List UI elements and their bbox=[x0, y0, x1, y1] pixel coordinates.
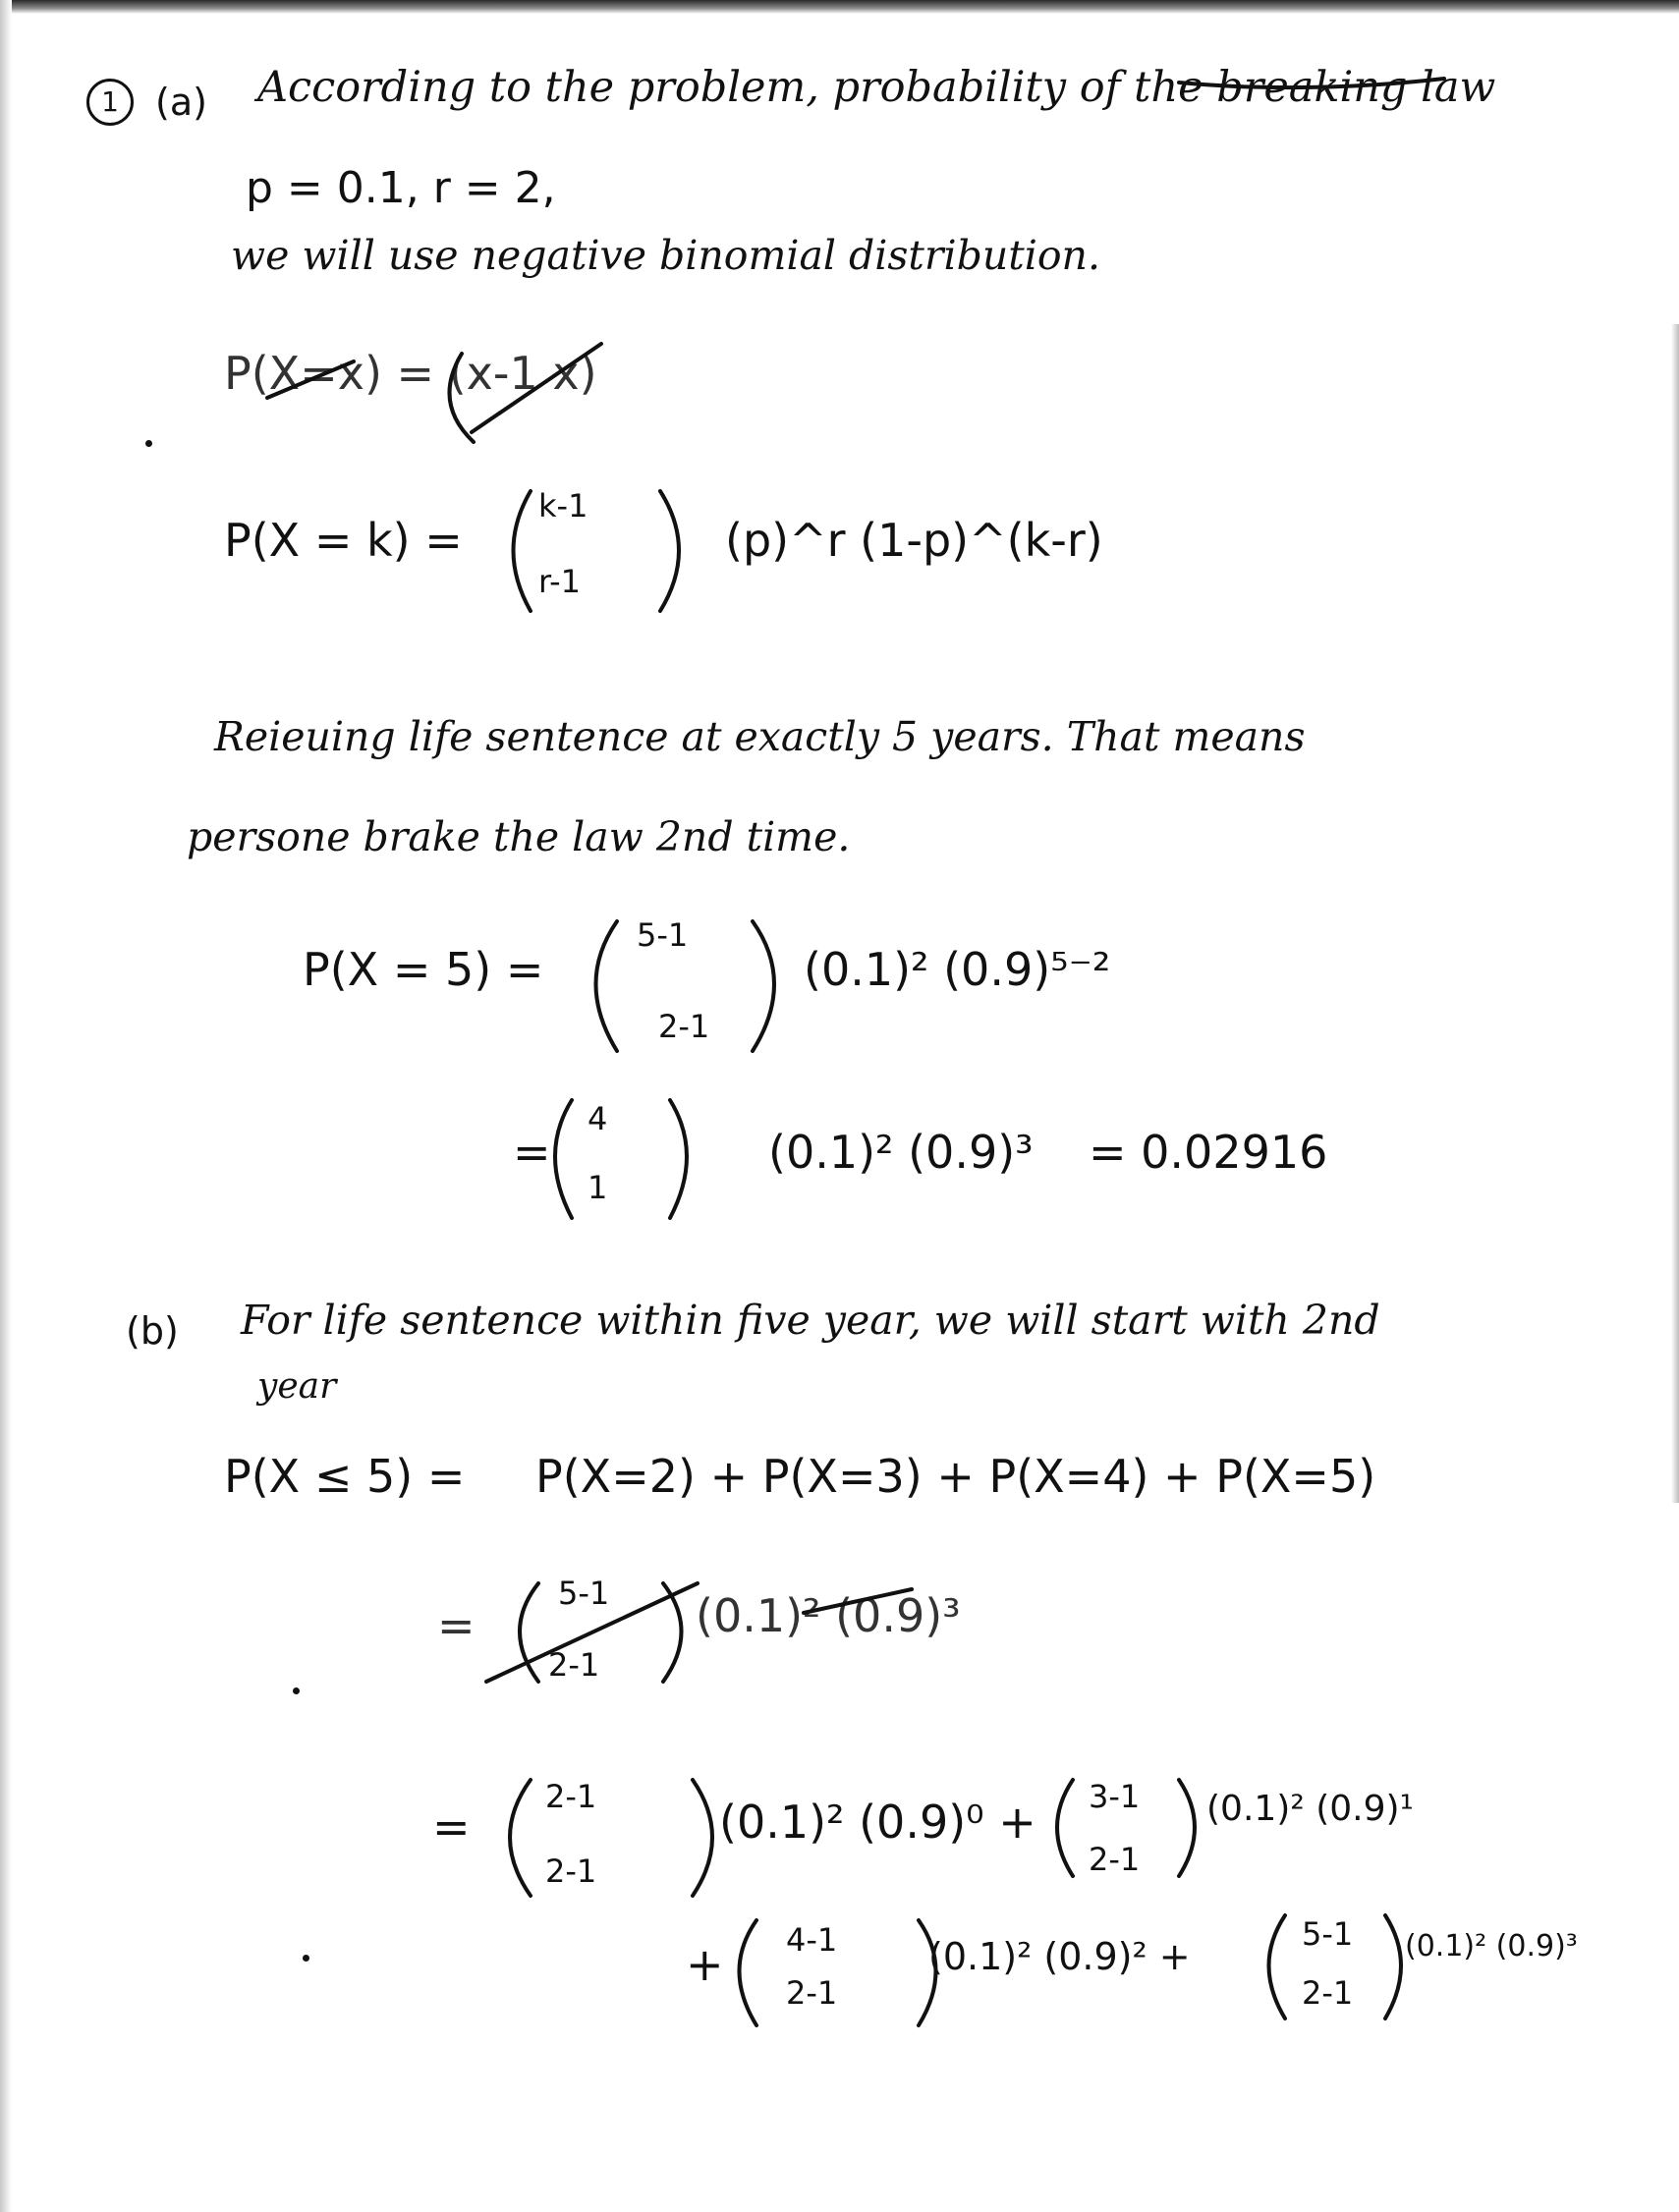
eq2-rest: (0.1)² (0.9)³ bbox=[768, 1126, 1034, 1179]
part-b-line1-cont: year bbox=[257, 1366, 337, 1407]
paren-stroke bbox=[596, 921, 618, 1051]
crossed-formula: P(X=x) = (x-1 x) bbox=[224, 347, 597, 400]
strike-stroke bbox=[267, 361, 354, 398]
paren-stroke bbox=[1179, 1780, 1195, 1876]
paren-stroke bbox=[510, 1780, 531, 1896]
paren-stroke bbox=[753, 921, 774, 1051]
eq1-rest: (0.1)² (0.9)⁵⁻² bbox=[804, 943, 1111, 996]
paren-stroke bbox=[670, 1100, 687, 1218]
paren-stroke bbox=[1385, 1915, 1401, 2018]
question-number: 1 bbox=[86, 79, 134, 126]
underline-stroke bbox=[1179, 79, 1444, 87]
paren-stroke bbox=[1269, 1915, 1286, 2018]
eq2-binom-top: 4 bbox=[588, 1100, 608, 1137]
term4-top: 5-1 bbox=[1302, 1915, 1354, 1953]
paren-stroke bbox=[919, 1920, 936, 2025]
pmf-rest: (p)^r (1-p)^(k-r) bbox=[725, 514, 1103, 567]
term4-bottom: 2-1 bbox=[1302, 1974, 1354, 2012]
term3-bottom: 2-1 bbox=[786, 1974, 838, 2012]
explanation-line2: persone brake the law 2nd time. bbox=[187, 813, 851, 860]
term1-rest: (0.1)² (0.9)⁰ + bbox=[719, 1796, 1036, 1849]
term3-top: 4-1 bbox=[786, 1921, 838, 1959]
strike-stroke bbox=[472, 344, 601, 432]
paren-stroke bbox=[450, 354, 475, 442]
paren-stroke bbox=[514, 491, 532, 611]
paren-stroke bbox=[740, 1920, 757, 2025]
term2-top: 3-1 bbox=[1089, 1778, 1141, 1815]
pmf-binom-top: k-1 bbox=[538, 487, 588, 525]
eq1-binom-top: 5-1 bbox=[637, 916, 689, 954]
part-b-label: (b) bbox=[126, 1309, 179, 1353]
paren-stroke bbox=[555, 1100, 572, 1218]
part-a-label: (a) bbox=[155, 81, 207, 124]
pmf-binom-bottom: r-1 bbox=[538, 563, 582, 600]
term4-rest: (0.1)² (0.9)³ bbox=[1405, 1929, 1578, 1963]
eq2-equals: = bbox=[513, 1126, 551, 1179]
part-a-line1: According to the problem, probability of the breaking law bbox=[257, 63, 1496, 112]
part-a-params: p = 0.1, r = 2, bbox=[246, 163, 556, 213]
eq2-binom-bottom: 1 bbox=[588, 1169, 608, 1206]
term1-bottom: 2-1 bbox=[545, 1853, 597, 1890]
term2-rest: (0.1)² (0.9)¹ bbox=[1206, 1789, 1414, 1829]
term2-bottom: 2-1 bbox=[1089, 1841, 1141, 1878]
strike-stroke bbox=[804, 1589, 912, 1613]
eq1-lhs: P(X = 5) = bbox=[303, 943, 544, 996]
part-b-line1: For life sentence within five year, we will start with 2nd bbox=[241, 1297, 1380, 1344]
paren-stroke bbox=[1057, 1780, 1073, 1876]
crossed-binom-bottom: 2-1 bbox=[548, 1646, 600, 1684]
crossed-rest: (0.1)² (0.9)³ bbox=[696, 1589, 961, 1642]
paren-stroke bbox=[660, 491, 679, 611]
part-a-method: we will use negative binomial distribution. bbox=[231, 232, 1100, 279]
crossed-binom-top: 5-1 bbox=[558, 1575, 610, 1612]
explanation-line1: Reieuing life sentence at exactly 5 years. That means bbox=[214, 713, 1306, 760]
terms-equals: = bbox=[432, 1800, 471, 1853]
paren-stroke bbox=[693, 1780, 712, 1896]
terms-plus: + bbox=[686, 1938, 724, 1991]
eq1-binom-bottom: 2-1 bbox=[658, 1008, 710, 1045]
sum-rhs: P(X=2) + P(X=3) + P(X=4) + P(X=5) bbox=[535, 1450, 1376, 1503]
term1-top: 2-1 bbox=[545, 1778, 597, 1815]
pmf-lhs: P(X = k) = bbox=[224, 514, 463, 567]
eq2-result: = 0.02916 bbox=[1089, 1126, 1328, 1179]
sum-lhs: P(X ≤ 5) = bbox=[224, 1450, 466, 1503]
crossed-equals: = bbox=[437, 1599, 476, 1652]
term3-rest: (0.1)² (0.9)² + bbox=[928, 1935, 1191, 1978]
